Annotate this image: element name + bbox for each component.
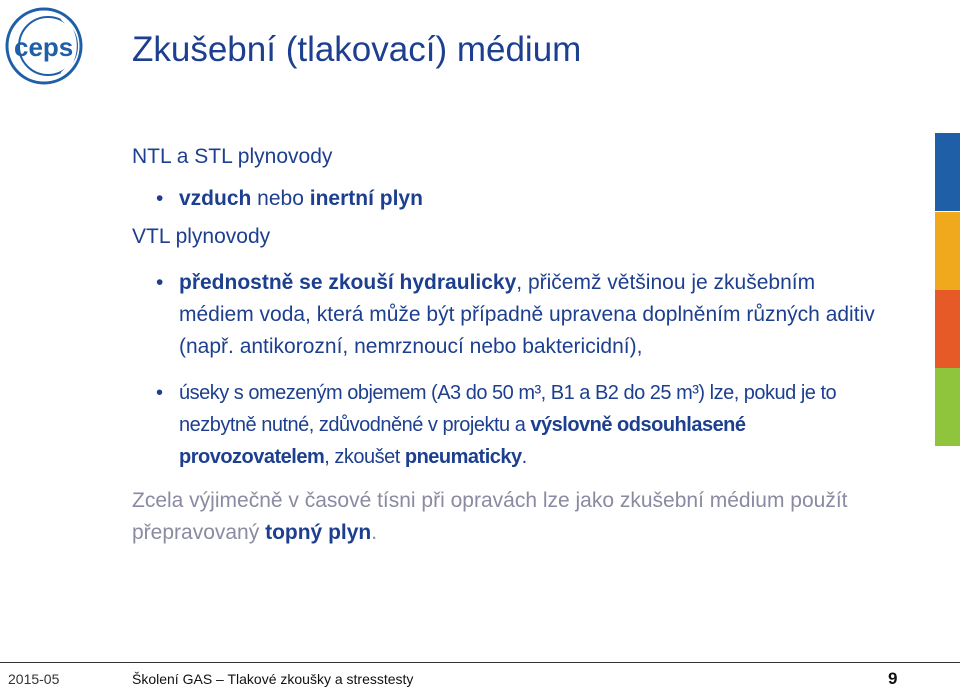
bullet-item (132, 377, 892, 473)
text-run: úseky s omezeným objemem (A3 do 50 m³, B1 a B2 do 25 m³) lze, pokud je to nezbytně nutné, zdůvodněné v projektu a (179, 382, 837, 436)
text-run: nebo (251, 187, 310, 210)
bullet-item (132, 267, 892, 363)
accent-stripe (935, 290, 960, 368)
slide-content (132, 143, 892, 549)
section-heading: NTL a STL plynovody (132, 145, 333, 168)
bold-text: topný plyn (265, 521, 372, 544)
bold-text: pneumaticky (404, 446, 522, 468)
text-run: Zcela výjimečně v časové tísni při opravách lze jako zkušební médium použít přepravovaný (132, 489, 848, 544)
bold-text: inertní plyn (309, 187, 423, 210)
accent-stripe (935, 133, 960, 211)
slide-title: Zkušební (tlakovací) médium (132, 30, 582, 69)
text-run: . (371, 521, 378, 544)
bullet-marker: • (156, 271, 164, 294)
bold-text: výslovně odsouhlasené provozovatelem (179, 414, 746, 468)
text-run: , zkoušet (324, 446, 405, 468)
bullet-marker: • (156, 382, 163, 404)
bold-text: vzduch (179, 187, 252, 210)
accent-stripe (935, 368, 960, 446)
ceps-logo (4, 6, 108, 86)
footer-title: Školení GAS – Tlakové zkoušky a stresstesty (132, 671, 414, 687)
bullet-item (132, 183, 892, 215)
accent-stripe (935, 212, 960, 290)
text-run: , přičemž většinou je zkušebním médiem voda, která může být případně upravena doplněním různých aditiv (např. antikorozní, nemrznoucí nebo baktericidní), (179, 271, 875, 358)
logo-wordmark: ceps (14, 32, 74, 62)
text-run: . (521, 446, 527, 468)
footer-date: 2015-05 (8, 671, 60, 687)
slide-footer (0, 662, 960, 690)
bullet-marker: • (156, 187, 164, 210)
page-number: 9 (888, 669, 898, 688)
bold-text: přednostně se zkouší hydraulicky (179, 271, 517, 294)
section-heading: VTL plynovody (132, 225, 271, 248)
footnote-paragraph (132, 485, 892, 549)
